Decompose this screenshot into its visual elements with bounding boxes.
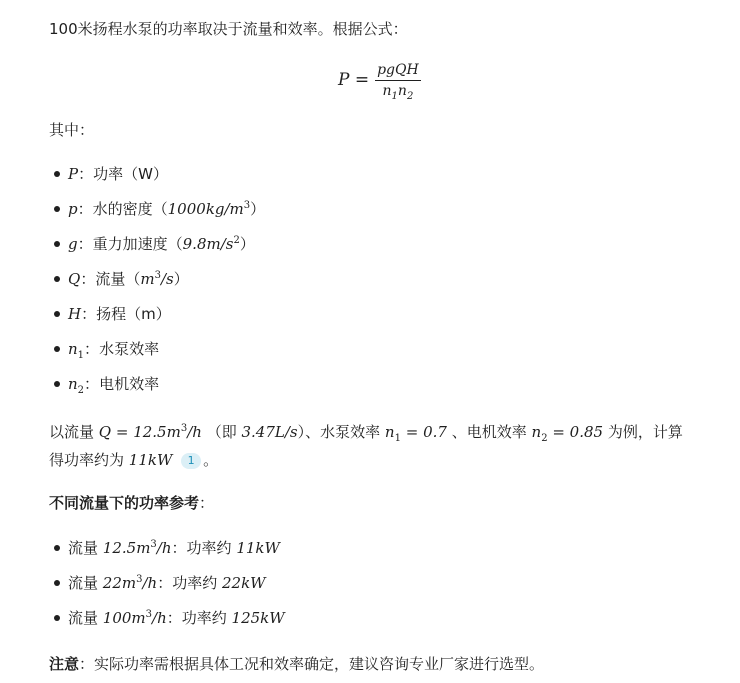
citation-badge[interactable]: 1: [181, 453, 201, 469]
reference-item: 流量 $22m^3/h$：功率约 22kW: [54, 572, 285, 607]
note-text: 注意：实际功率需根据具体工况和效率确定，建议咨询专业厂家进行选型。: [49, 655, 545, 673]
variable-item: P：功率（W）: [54, 163, 265, 198]
variable-item: Q：流量$(m^3/s)$: [54, 268, 265, 303]
power-result: 11kW: [128, 451, 173, 469]
variable-item: g：重力加速度$(9.8m/s^2)$: [54, 233, 265, 268]
variable-item: $n_2$：电机效率: [54, 373, 265, 408]
variable-item: $n_1$：水泵效率: [54, 338, 265, 373]
reference-item: 流量 $100m^3/h$：功率约 125kW: [54, 607, 285, 642]
formula-denominator: $n_1n_2$: [382, 82, 414, 102]
intro-text: 100米扬程水泵的功率取决于流量和效率。根据公式：: [49, 20, 408, 38]
reference-heading: 不同流量下的功率参考：: [49, 494, 215, 512]
formula-numerator: pgQH: [375, 61, 421, 81]
example-line-2: 得功率约为 11kW 1 。: [49, 451, 219, 469]
variable-item: H：扬程（m）: [54, 303, 265, 338]
power-formula: [338, 58, 421, 102]
formula-lhs: P =: [338, 70, 370, 90]
variable-item: p：水的密度$(1000kg/m^3)$: [54, 198, 265, 233]
reference-list: [54, 537, 285, 642]
reference-item: 流量 $12.5m^3/h$：功率约 11kW: [54, 537, 285, 572]
where-label: 其中：: [49, 121, 95, 139]
formula-fraction: [375, 61, 421, 100]
example-line-1: 以流量 $Q = 12.5m^3/h$ （即 3.47L/s）、水泵效率 $n_1 = 0.7$ 、电机效率 $n_2 = 0.85$ 为例，计算: [49, 423, 683, 444]
variable-list: [54, 163, 265, 408]
